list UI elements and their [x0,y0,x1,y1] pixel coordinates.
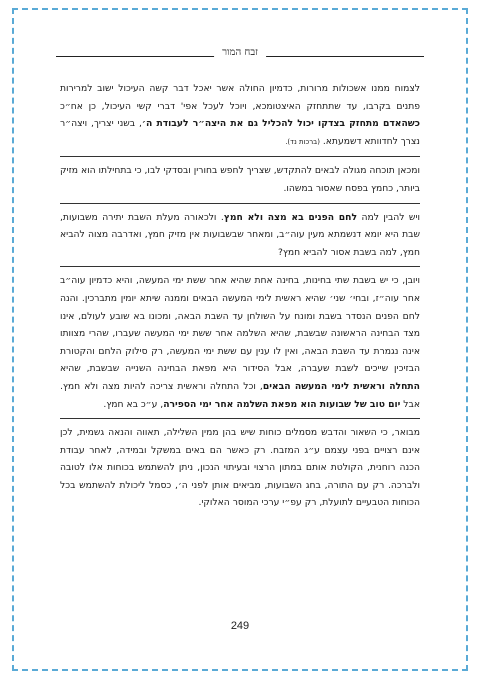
divider [60,203,420,204]
paragraph-5-text: מבואר, כי השאור והדבש מסמלים כוחות שיש בהן ממין השלילה, תאווה והנאה גשמית, לכן אינם רצויים בפני עצמם ע״ג המזבח. רק כאשר הם באים במשקל ובמידה, לאחר עבודת הכנה רוחנית, הקולטת אותם במתון הרצוי ובעיתוי הנכון, ניתן להשתמש בכוחות אלו לטובה ולברכה. רק עם התורה, בחג השבועות, מביאים אותן לפני ה׳, כסמל ליכולת להשתמש בכל הכוחות הטבעיים לתועלת, רק עפ״י ערכי המוסר האלוקי. [60,427,420,509]
paragraph-5 [60,424,420,512]
paragraph-4-bold-b: יום טוב של שבועות הוא מפאת השלמה אחר ימי הספירה [163,398,401,410]
running-header [56,44,424,70]
paragraph-2 [60,162,420,197]
paragraph-1-source: (ברכות נד). [285,137,320,146]
paragraph-4-text-b: , וכל התחלה וראשית צריכה להיות מצה ולא חמץ. אבל [60,380,420,410]
paragraph-1-text-a: לצמוח ממנו אשכולות מרורות, כדמיון החולה אשר יאכל דבר קשה העיכול ישוב למרירות פתנים בקרבו, עד שתתחזק האיצטומכא, ויוכל לעכל אפי' דברי קשי העיכול, כן אח״כ [60,83,420,112]
page-number: 249 [230,620,250,632]
paragraph-3-text-b: . ולכאורה מעלת השבת יתירה משבועות, שבת היא יומא דנשמתא מעין עוה״ב, ומאחר שבשבועות אין מזיק חמץ, ואדרבה מצוה להביא חמץ, למה בשבת אסור להביא חמץ? [60,211,420,258]
divider [60,266,420,267]
divider [60,418,420,419]
paragraph-4-text-a: ויובן, כי יש בשבת שתי בחינות, בחינה אחת שהיא אחר ששת ימי המעשה, והיא כדמיון עוה״ב אחר עוה״ז, ובחי׳ שני׳ שהיא ראשית לימי המעשה הבאים וממנה שיתא יומין מתברכין. והנה לחם הפנים הנסדר בשבת ומונח על השולחן עד השבת הבאה, ומכונו בא שובע לעולם, אינו מצד הבחינה הראשונה שבשבת, שהיא השלמה אחר ששת ימי המעשה שעברו, שהרי מצוותו אינה נגמרת עד השבת הבאה, ואין לו ענין עם ששת ימי המעשה, רק סילוק הלחם והקטורת הבזיכין שייכים לשבת שעברה, אבל הסידור היא מפאת הבחינה השנייה שבשבת, שהיא [60,275,420,375]
paragraph-4-bold-a: התחלה וראשית לימי המעשה הבאים [262,380,420,392]
paragraph-3-text-a: ויש להבין למה [357,211,421,223]
paragraph-1 [60,80,420,151]
paragraph-4 [60,272,420,413]
paragraph-4-text-c: , ע״כ בא חמץ. [103,398,164,410]
paragraph-1-text-b: , בשני יצריך, ויצה״ר נצרך לחדוותא דשמעתא. [60,118,420,147]
header-title: זבח המור [214,47,266,58]
divider [60,156,420,157]
paragraph-2-text: ומכאן תוכחה מגולה לבאים להתקדש, שצריך לחפש בחורין ובסדקי לבו, כי בתחילתו הוא מזיק ביותר, כחמץ בפסח שאסור במשהו. [60,165,420,194]
paragraph-3 [60,209,420,262]
page-body [60,80,420,512]
paragraph-1-bold: כשהאדם מתחזק בצדקו יכול להכליל גם את היצה״ר לעבודת ה׳ [141,118,420,130]
paragraph-3-bold: לחם הפנים בא מצה ולא חמץ [223,211,358,223]
